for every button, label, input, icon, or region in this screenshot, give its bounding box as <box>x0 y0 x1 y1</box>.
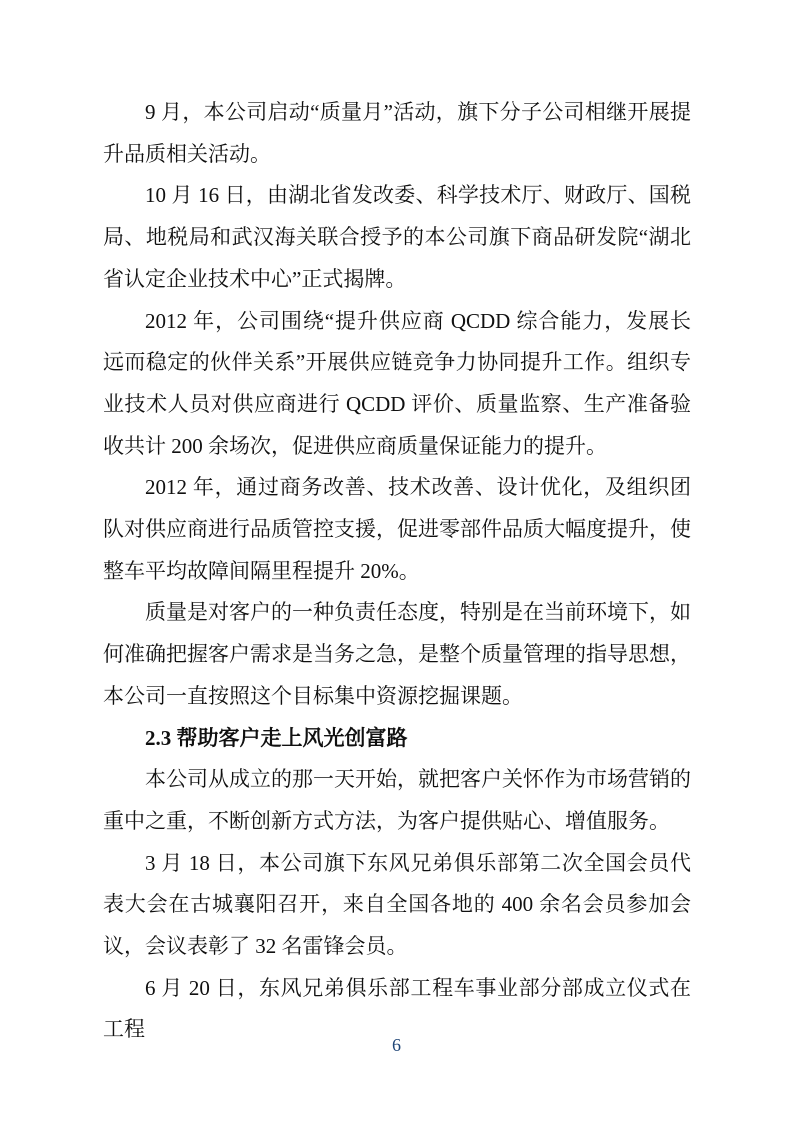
body-paragraph: 3 月 18 日，本公司旗下东风兄弟俱乐部第二次全国会员代表大会在古城襄阳召开，来自全国各地的 400 余名会员参加会议，会议表彰了 32 名雷锋会员。 <box>103 850 691 959</box>
section-heading: 2.3 帮助客户走上风光创富路 <box>145 725 408 750</box>
body-paragraph: 本公司从成立的那一天开始，就把客户关怀作为市场营销的重中之重，不断创新方式方法，为客户提供贴心、增值服务。 <box>103 767 691 833</box>
body-paragraph: 2012 年，公司围绕“提升供应商 QCDD 综合能力，发展长远而稳定的伙伴关系”开展供应链竞争力协同提升工作。组织专业技术人员对供应商进行 QCDD 评价、质量监察、生产准备验收共计 200 余场次，促进供应商质量保证能力的提升。 <box>103 308 691 458</box>
body-paragraph: 9 月，本公司启动“质量月”活动，旗下分子公司相继开展提升品质相关活动。 <box>103 100 691 166</box>
body-paragraph: 2012 年，通过商务改善、技术改善、设计优化，及组织团队对供应商进行品质管控支援，促进零部件品质大幅度提升，使整车平均故障间隔里程提升 20%。 <box>103 475 691 583</box>
body-paragraph: 6 月 20 日，东风兄弟俱乐部工程车事业部分部成立仪式在工程 <box>103 975 691 1042</box>
body-paragraph: 质量是对客户的一种负责任态度，特别是在当前环境下，如何准确把握客户需求是当务之急，是整个质量管理的指导思想，本公司一直按照这个目标集中资源挖掘课题。 <box>103 600 691 708</box>
page-footer <box>0 1036 793 1056</box>
document-body <box>103 92 691 1051</box>
page-number: 6 <box>392 1035 401 1055</box>
body-paragraph: 10 月 16 日，由湖北省发改委、科学技术厅、财政厅、国税局、地税局和武汉海关联合授予的本公司旗下商品研发院“湖北省认定企业技术中心”正式揭牌。 <box>103 183 691 291</box>
